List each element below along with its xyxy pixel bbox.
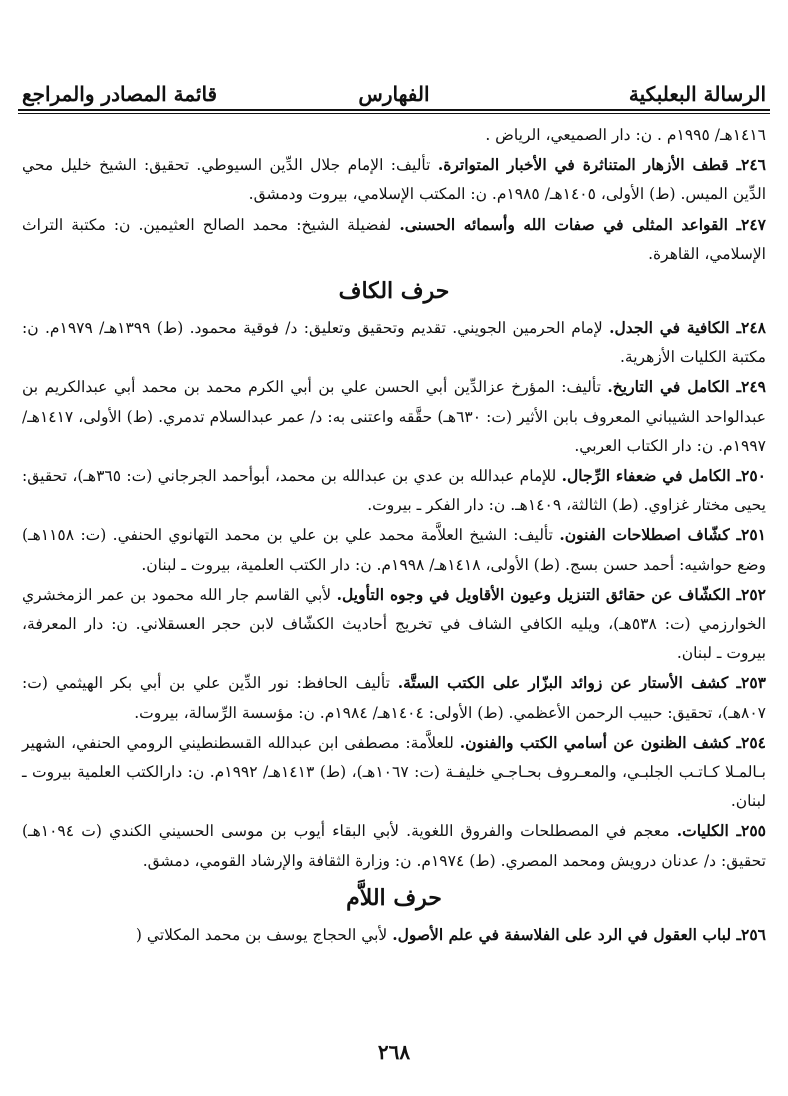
bibliography-entry: [22, 816, 766, 875]
entry-text: لأبي الحجاج يوسف بن محمد المكلاتي (: [135, 925, 393, 944]
bibliography-entry: [22, 668, 766, 727]
section-heading-lam: حرف اللاَّم: [346, 884, 442, 911]
entry-title: ٢٥٠ـ الكامل في ضعفاء الرِّجال.: [561, 466, 766, 486]
bibliography-entry: [22, 920, 766, 950]
entry-title: ٢٤٦ـ قطف الأزهار المتناثرة في الأخبار المتواترة.: [437, 155, 766, 175]
entry-text: للعلاَّمة: مصطفى ابن عبدالله القسطنطيني الرومي الحنفي، الشهير بـالمـلا كـاتـب الجلبـي، والمعـروف بحـاجـي خليفـة (ت: ١٠٦٧هـ)، (ط) ١٤١٣هـ/ ١٩٩٢م. ن: دارالكتب العلمية بيروت ـ لبنان.: [22, 733, 766, 811]
entry-title: ٢٥٤ـ كشف الظنون عن أسامي الكتب والفنون.: [459, 732, 767, 752]
entry-text: تأليف: المؤرخ عزالدِّين أبي الحسن علي بن أبي الكرم محمد بن محمد أبي عبدالكريم بن عبدالواحد الشيباني المعروف بابن الأثير (ت: ٦٣٠هـ) حقَّقه واعتنى به: د/ عمر عبدالسلام تدمري. (ط) الأولى، ١٤١٧هـ/ ١٩٩٧م. ن: دار الكتاب العربي.: [22, 378, 767, 455]
header-book-title: الرسالة البعلبكية: [628, 82, 766, 106]
section-heading-kaf: حرف الكاف: [338, 278, 450, 305]
bibliography-entry: [22, 728, 766, 817]
page-number: ٢٦٨: [377, 1040, 411, 1064]
entry-title: ٢٤٨ـ الكافية في الجدل.: [609, 318, 766, 338]
bibliography-entry: [22, 150, 766, 209]
entry-text: تأليف: الإمام جلال الدِّين السيوطي. تحقيق: الشيخ خليل محي الدِّين الميس. (ط) الأولى، ١٤٠٥هـ/ ١٩٨٥م. ن: المكتب الإسلامي، بيروت ودمشق.: [22, 156, 766, 204]
header-chapter-title: قائمة المصادر والمراجع: [22, 82, 218, 106]
entry-title: ٢٤٧ـ القواعد المثلى في صفات الله وأسمائه الحسنى.: [399, 214, 766, 234]
entry-text: لإمام الحرمين الجويني. تقديم وتحقيق وتعليق: د/ فوقية محمود. (ط) ١٣٩٩هـ/ ١٩٧٩م. ن: مكتبة الكليات الأزهرية.: [22, 319, 766, 367]
entry-text: لأبي القاسم جار الله محمود بن عمر الزمخشري الخوارزمي (ت: ٥٣٨هـ)، ويليه الكافي الشاف في تخريج أحاديث الكشّاف لابن حجر العسقلاني. ن: دار المعرفة، بيروت ـ لبنان.: [22, 585, 766, 663]
header-section-title: الفهارس: [358, 82, 430, 106]
bibliography-entry: [22, 520, 766, 579]
bibliography-entry: [22, 120, 766, 150]
bibliography-body: [22, 120, 766, 950]
entry-title: ٢٥١ـ كشّاف اصطلاحات الفنون.: [559, 525, 766, 545]
entry-text: تأليف الحافظ: نور الدِّين علي بن أبي بكر الهيثمي (ت: ٨٠٧هـ)، تحقيق: حبيب الرحمن الأعظمي. (ط) الأولى: ١٤٠٤هـ/ ١٩٨٤م. ن: مؤسسة الرِّسالة، بيروت.: [22, 674, 766, 722]
header-rule-thick: [18, 109, 770, 111]
entry-title: ٢٤٩ـ الكامل في التاريخ.: [607, 377, 766, 397]
entry-title: ٢٥٣ـ كشف الأستار عن زوائد البزّار على الكتب الستَّة.: [397, 673, 766, 693]
entry-title: ٢٥٢ـ الكشّاف عن حقائق التنزيل وعيون الأقاويل في وجوه التأويل.: [336, 584, 766, 604]
entry-text: معجم في المصطلحات والفروق اللغوية. لأبي البقاء أيوب بن موسى الحسيني الكندي (ت ١٠٩٤هـ) تحقيق: د/ عدنان درويش ومحمد المصري. (ط) ١٩٧٤م. ن: وزارة الثقافة والإرشاد القومي، دمشق.: [22, 822, 766, 870]
bibliography-entry: [22, 461, 766, 520]
entry-title: ٢٥٦ـ لباب العقول في الرد على الفلاسفة في علم الأصول.: [392, 924, 766, 944]
bibliography-entry: [22, 313, 766, 372]
bibliography-entry: [22, 372, 766, 461]
entry-text: لفضيلة الشيخ: محمد الصالح العثيمين. ن: مكتبة التراث الإسلامي، القاهرة.: [22, 215, 766, 263]
bibliography-entry: [22, 210, 766, 269]
entry-text: تأليف: الشيخ العلاَّمة محمد علي بن علي بن محمد التهانوي الحنفي. (ت: ١١٥٨هـ) وضع حواشيه: أحمد حسن بسج. (ط) الأولى، ١٤١٨هـ/ ١٩٩٨م. ن: دار الكتب العلمية، بيروت ـ لبنان.: [22, 526, 766, 574]
entry-title: ٢٥٥ـ الكليات.: [676, 821, 767, 841]
header-rule-thin: [18, 113, 770, 114]
entry-text: للإمام عبدالله بن عدي بن عبدالله بن محمد، أبوأحمد الجرجاني (ت: ٣٦٥هـ)، تحقيق: يحيى مختار غزاوي. (ط) الثالثة، ١٤٠٩هـ. ن: دار الفكر ـ بيروت.: [22, 467, 766, 515]
running-header: [22, 62, 766, 106]
entry-text: ١٤١٦هـ/ ١٩٩٥م . ن: دار الصميعي، الرياض .: [485, 126, 766, 144]
bibliography-entry: [22, 580, 766, 669]
